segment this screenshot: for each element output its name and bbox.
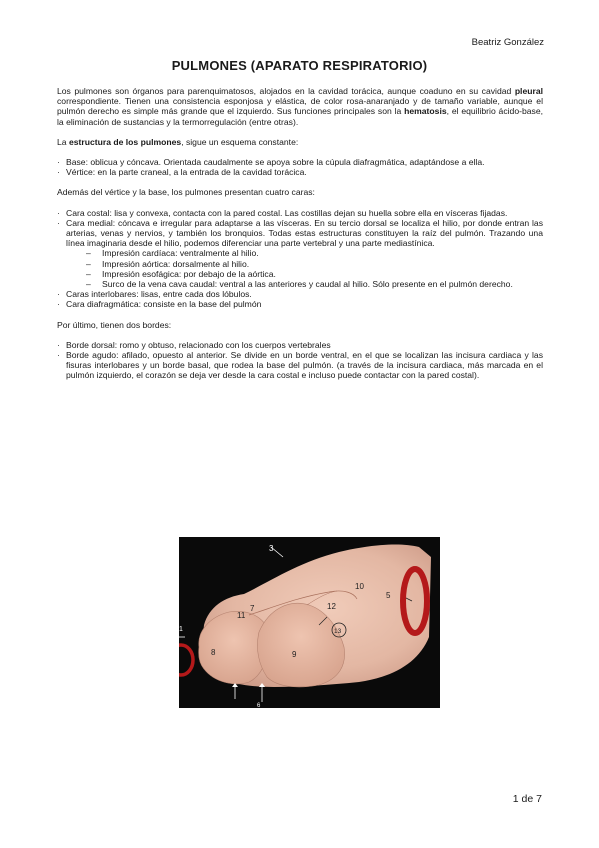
sub-list-item: – Impresión cardíaca: ventralmente al hilio. — [86, 248, 543, 258]
list-item: · Cara costal: lisa y convexa, contacta con la pared costal. Las costillas dejan su huella sobre ella en vísceras fijadas. — [57, 208, 543, 218]
label-7: 7 — [250, 604, 255, 613]
list-item: · Base: oblicua y cóncava. Orientada caudalmente se apoya sobre la cúpula diafragmática, adaptándose a ella. — [57, 157, 543, 167]
label-1: 1 — [179, 626, 183, 633]
list-item: · Cara diafragmática: consiste en la base del pulmón — [57, 299, 543, 309]
structure-heading — [57, 137, 543, 147]
faces-intro: Además del vértice y la base, los pulmones presentan cuatro caras: — [57, 187, 315, 198]
list-item — [57, 218, 543, 289]
intro-bold-pleural: pleural — [514, 86, 543, 96]
sub-list-item: – Impresión esofágica: por debajo de la aórtica. — [86, 269, 543, 279]
list-item: · Borde dorsal: romo y obtuso, relacionado con los cuerpos vertebrales — [57, 340, 543, 350]
structure-list — [57, 157, 543, 177]
structure-text-2: , sigue un esquema constante: — [181, 136, 299, 147]
label-6: 6 — [257, 703, 261, 708]
label-8: 8 — [211, 648, 216, 657]
medial-face-text: Cara medial: cóncava e irregular para adaptarse a las vísceras. En su tercio dorsal se localiza el hilio, por donde entran las arterias, venas y nervios, y también los bronquios. Todas estas estructuras constituyen la raíz del pulmón. Trazando una línea imaginaria desde el hilio, podemos diferenciar una parte vertebral y una parte mediastínica. — [66, 217, 543, 249]
faces-list — [57, 208, 543, 310]
label-11: 11 — [237, 611, 246, 620]
borders-intro: Por último, tienen dos bordes: — [57, 319, 172, 330]
label-3: 3 — [269, 544, 274, 553]
intro-text-1: Los pulmones son órganos para parenquimatosos, alojados en la cavidad torácica, aunque coaduno en su cavidad — [57, 86, 515, 96]
label-5: 5 — [386, 591, 391, 600]
intro-paragraph — [57, 86, 543, 127]
list-item: · Caras interlobares: lisas, entre cada dos lóbulos. — [57, 289, 543, 299]
document-body — [57, 86, 543, 381]
page-number: 1 de 7 — [512, 793, 542, 805]
label-9: 9 — [292, 650, 297, 659]
impressions-sublist — [66, 248, 543, 289]
sub-list-item: – Impresión aórtica: dorsalmente al hilio. — [86, 259, 543, 269]
label-12: 12 — [327, 602, 336, 611]
intro-text-2: correspondiente. Tienen una consistencia esponjosa y elástica, de color rosa-anaranjado y de tamaño variable, aunque el pulmón derecho es simple más grande que el izquierdo. Sus funciones principales son la — [57, 96, 543, 117]
lung-photo — [179, 537, 440, 708]
borders-list — [57, 340, 543, 381]
intro-text-3: , el equilibrio ácido-base, la eliminación de sustancias y la termorregulación (entre otras). — [57, 106, 543, 127]
list-item: · Borde agudo: afilado, opuesto al anterior. Se divide en un borde ventral, en el que se localizan las incisura cardiaca y las fisuras interlobares y un borde basal, que rodea la base del pulmón. (a través de la incisura cardiaca, más marcada en el pulmón izquierdo, el corazón se deja ver desde la cara costal e incluso puede contactar con la pared costal). — [57, 350, 543, 381]
author-name: Beatriz González — [471, 37, 544, 48]
sub-list-item: – Surco de la vena cava caudal: ventral a las anteriores y caudal al hilio. Sólo presente en el pulmón derecho. — [86, 279, 543, 289]
label-13: 13 — [334, 628, 342, 635]
document-title: PULMONES (APARATO RESPIRATORIO) — [171, 58, 428, 73]
intro-bold-hematosis: hematosis — [404, 106, 447, 117]
structure-bold: estructura de los pulmones — [68, 136, 182, 147]
structure-text-1: La — [57, 136, 69, 147]
label-10: 10 — [355, 582, 364, 591]
list-item: · Vértice: en la parte craneal, a la entrada de la cavidad torácica. — [57, 167, 543, 177]
